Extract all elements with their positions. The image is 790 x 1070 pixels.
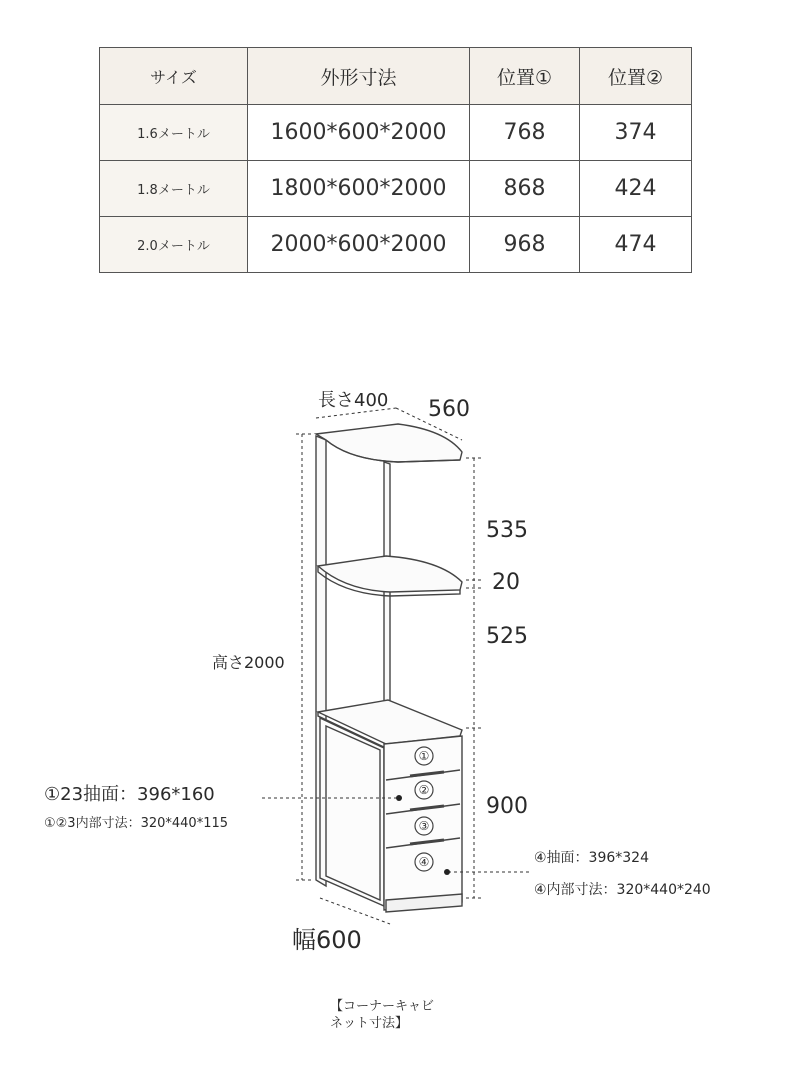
length-label: 長さ400 xyxy=(318,390,389,411)
table-header-row xyxy=(100,48,692,105)
header-size: サイズ xyxy=(100,48,248,105)
caption-line-2: ネット寸法】 xyxy=(330,1016,409,1031)
pos1-cell: 768 xyxy=(470,105,580,161)
dims-cell: 1600*600*2000 xyxy=(248,105,470,161)
cabinet-drawing xyxy=(0,370,790,1070)
depth-label: 560 xyxy=(428,397,470,422)
shelf-thickness-label: 20 xyxy=(492,570,520,595)
pos2-cell: 424 xyxy=(580,161,692,217)
gap-mid-label: 525 xyxy=(486,624,528,649)
drawer-note-title: ①23抽面：396*160 xyxy=(44,784,215,805)
header-position-2: 位置② xyxy=(580,48,692,105)
caption-line-1: 【コーナーキャビ xyxy=(330,999,435,1014)
gap-top-label: 535 xyxy=(486,518,528,543)
height-label: 高さ2000 xyxy=(212,653,285,672)
pos1-cell: 968 xyxy=(470,217,580,273)
drawer-note-inner: ①②3内部寸法：320*440*115 xyxy=(44,816,229,831)
drawer4-inner-note: ④内部寸法：320*440*240 xyxy=(534,882,711,898)
header-position-1: 位置① xyxy=(470,48,580,105)
size-cell: 1.6メートル xyxy=(100,105,248,161)
size-cell: 1.8メートル xyxy=(100,161,248,217)
drawer4-face-note: ④抽面：396*324 xyxy=(534,850,649,866)
pos2-cell: 474 xyxy=(580,217,692,273)
pos2-cell: 374 xyxy=(580,105,692,161)
size-table xyxy=(99,47,692,273)
drawer-mark-1: ① xyxy=(418,749,430,763)
table-row xyxy=(100,217,692,273)
size-cell: 2.0メートル xyxy=(100,217,248,273)
pos1-cell: 868 xyxy=(470,161,580,217)
cabinet-height-label: 900 xyxy=(486,794,528,819)
drawer-mark-3: ③ xyxy=(418,819,430,833)
caption xyxy=(330,998,470,1032)
dims-cell: 2000*600*2000 xyxy=(248,217,470,273)
dims-cell: 1800*600*2000 xyxy=(248,161,470,217)
table-row xyxy=(100,105,692,161)
middle-shelf xyxy=(318,556,462,592)
drawer-mark-4: ④ xyxy=(418,855,430,869)
drawer-mark-2: ② xyxy=(418,783,430,797)
width-label: 幅600 xyxy=(292,926,362,954)
header-dimensions: 外形寸法 xyxy=(248,48,470,105)
table-row xyxy=(100,161,692,217)
